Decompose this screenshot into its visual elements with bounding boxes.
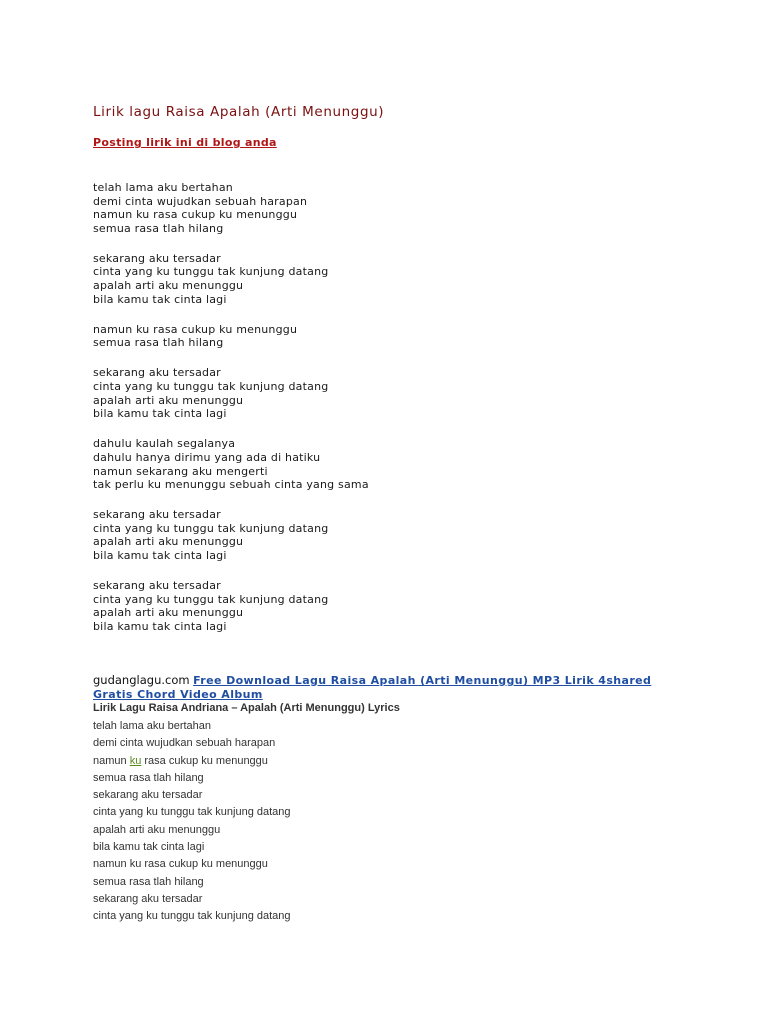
lyric-line: apalah arti aku menunggu	[93, 606, 244, 620]
lyric-line: sekarang aku tersadar	[93, 251, 221, 265]
lyric-line: cinta yang ku tunggu tak kunjung datang	[93, 265, 329, 279]
excerpt-line	[93, 718, 400, 735]
excerpt-title: Lirik Lagu Raisa Andriana – Apalah (Arti Menunggu) Lyrics	[93, 702, 400, 714]
lyrics-stanza	[93, 579, 369, 633]
source-line	[93, 674, 693, 701]
excerpt-text: sekarang aku tersadar	[93, 789, 203, 802]
lyric-line: telah lama aku bertahan	[93, 181, 233, 194]
lyrics-body	[93, 181, 369, 650]
lyric-line: cinta yang ku tunggu tak kunjung datang	[93, 592, 329, 606]
lyric-line: sekarang aku tersadar	[93, 366, 221, 380]
lyric-line: apalah arti aku menunggu	[93, 535, 244, 549]
lyric-line: sekarang aku tersadar	[93, 508, 221, 522]
excerpt-line	[93, 874, 400, 891]
excerpt-text: cinta yang ku tunggu tak kunjung datang	[93, 806, 291, 819]
excerpt-text: namun ku rasa cukup ku menunggu	[93, 858, 268, 871]
lyric-line: cinta yang ku tunggu tak kunjung datang	[93, 380, 329, 394]
excerpt-text: rasa cukup ku menunggu	[141, 754, 268, 767]
lyrics-stanza	[93, 437, 369, 491]
lyric-line: cinta yang ku tunggu tak kunjung datang	[93, 521, 329, 535]
excerpt-line	[93, 787, 400, 804]
lyrics-stanza	[93, 508, 369, 562]
excerpt-line	[93, 804, 400, 821]
post-lyrics-link[interactable]: Posting lirik ini di blog anda	[93, 136, 277, 149]
lyric-line: dahulu kaulah segalanya	[93, 437, 236, 451]
excerpt-text: sekarang aku tersadar	[93, 892, 203, 905]
lyric-line: semua rasa tlah hilang	[93, 336, 224, 350]
excerpt-line	[93, 908, 400, 925]
keyword-link[interactable]: ku	[129, 754, 142, 767]
excerpt-text: apalah arti aku menunggu	[93, 823, 221, 836]
excerpt-text: semua rasa tlah hilang	[93, 771, 204, 784]
lyrics-excerpt	[93, 701, 400, 926]
lyric-line: apalah arti aku menunggu	[93, 279, 244, 293]
lyric-line: sekarang aku tersadar	[93, 579, 221, 593]
lyric-line: dahulu hanya dirimu yang ada di hatiku	[93, 450, 321, 464]
excerpt-text: telah lama aku bertahan	[93, 720, 212, 732]
excerpt-text: demi cinta wujudkan sebuah harapan	[93, 737, 276, 750]
excerpt-line	[93, 839, 400, 856]
lyrics-stanza	[93, 181, 369, 235]
excerpt-line	[93, 891, 400, 908]
excerpt-line	[93, 735, 400, 752]
lyric-line: namun sekarang aku mengerti	[93, 464, 268, 478]
lyric-line: demi cinta wujudkan sebuah harapan	[93, 194, 308, 208]
excerpt-line	[93, 822, 400, 839]
download-link[interactable]: Free Download Lagu Raisa Apalah (Arti Menunggu) MP3 Lirik 4shared Gratis Chord Video Album	[93, 674, 652, 701]
lyric-line: semua rasa tlah hilang	[93, 221, 224, 235]
lyrics-stanza	[93, 366, 369, 420]
lyric-line: bila kamu tak cinta lagi	[93, 407, 227, 421]
lyric-line: namun ku rasa cukup ku menunggu	[93, 208, 298, 222]
lyric-line: bila kamu tak cinta lagi	[93, 292, 227, 306]
lyric-line: namun ku rasa cukup ku menunggu	[93, 322, 298, 336]
lyrics-stanza	[93, 252, 369, 306]
excerpt-line	[93, 770, 400, 787]
page-title: Lirik lagu Raisa Apalah (Arti Menunggu)	[93, 104, 385, 120]
lyric-line: bila kamu tak cinta lagi	[93, 548, 227, 562]
excerpt-text: bila kamu tak cinta lagi	[93, 841, 205, 854]
lyric-line: apalah arti aku menunggu	[93, 393, 244, 407]
source-site: gudanglagu.com	[93, 673, 190, 687]
excerpt-line	[93, 856, 400, 873]
excerpt-text: namun	[93, 754, 130, 767]
lyric-line: tak perlu ku menunggu sebuah cinta yang sama	[93, 478, 369, 492]
excerpt-text: semua rasa tlah hilang	[93, 875, 204, 888]
lyrics-stanza	[93, 323, 369, 350]
lyric-line: bila kamu tak cinta lagi	[93, 619, 227, 633]
excerpt-line	[93, 753, 400, 770]
excerpt-text: cinta yang ku tunggu tak kunjung datang	[93, 910, 291, 923]
